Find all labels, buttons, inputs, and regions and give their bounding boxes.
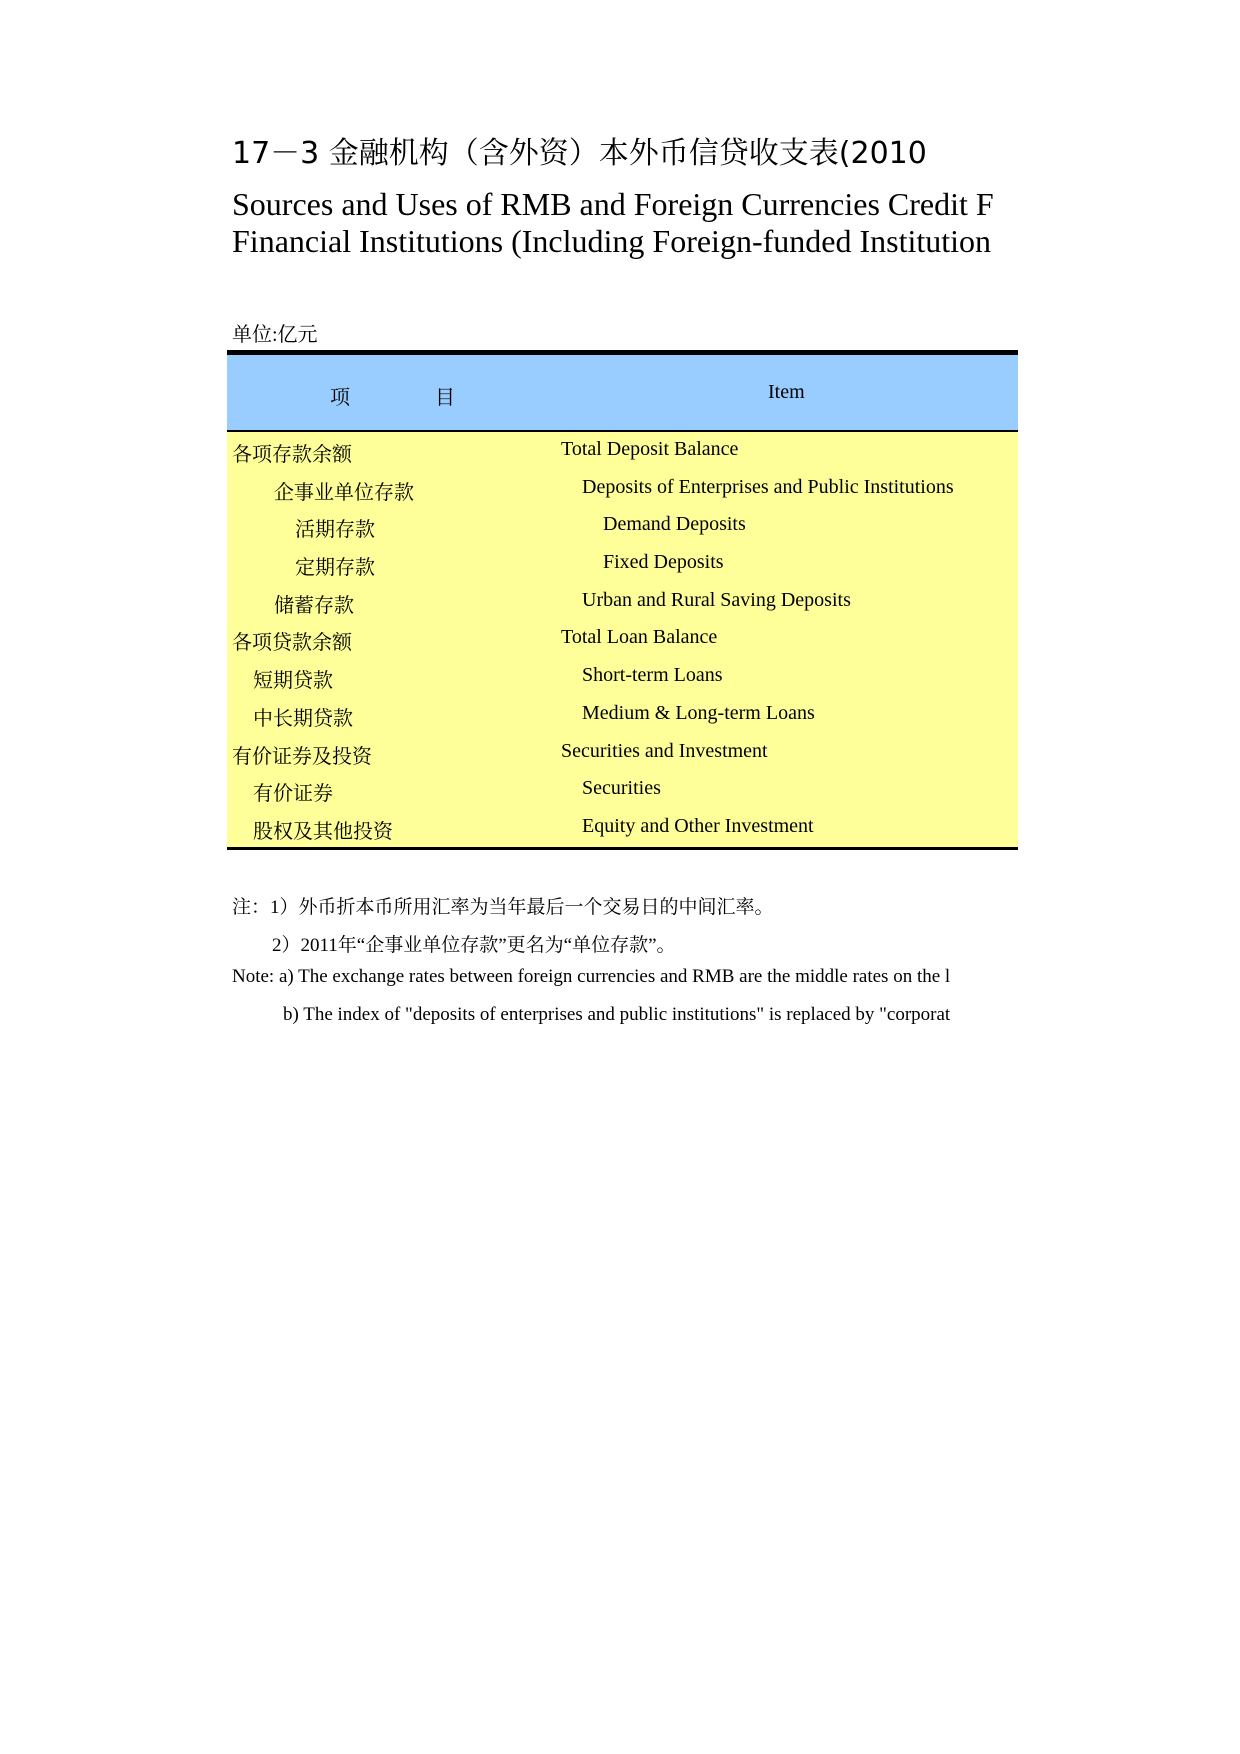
row-en: Urban and Rural Saving Deposits (582, 588, 851, 611)
header-en: Item (768, 381, 805, 403)
note-en-2: b) The index of "deposits of enterprises and public institutions" is replaced by "corporat (283, 1004, 951, 1025)
row-en: Short-term Loans (582, 664, 723, 687)
row-en: Deposits of Enterprises and Public Institutions (582, 475, 954, 498)
row-cn: 定期存款 (295, 557, 375, 580)
row-en: Demand Deposits (603, 513, 746, 536)
row-cn: 股权及其他投资 (253, 820, 393, 843)
table-row (227, 545, 1018, 583)
header-cn-1: 项 (330, 387, 350, 409)
row-cn: 有价证券及投资 (232, 745, 372, 768)
row-cn: 有价证券 (253, 783, 333, 806)
table-row (227, 771, 1018, 809)
table-row (227, 432, 1018, 470)
row-en: Securities (582, 777, 661, 800)
row-cn: 中长期贷款 (253, 707, 353, 730)
row-en: Total Loan Balance (561, 626, 718, 649)
row-en: Equity and Other Investment (582, 814, 814, 837)
credit-table (227, 350, 1018, 850)
table-row (227, 696, 1018, 734)
table-row (227, 620, 1018, 658)
row-cn: 企事业单位存款 (274, 481, 414, 504)
row-cn: 活期存款 (295, 519, 375, 542)
title-chinese: 17－3 金融机构（含外资）本外币信贷收支表(2010 (232, 136, 927, 171)
note-cn-1: 注：1）外币折本币所用汇率为当年最后一个交易日的中间汇率。 (232, 897, 774, 918)
note-cn-2: 2）2011年“企事业单位存款”更名为“单位存款”。 (272, 935, 676, 956)
unit-label: 单位:亿元 (232, 324, 318, 346)
table-header (227, 355, 1018, 432)
table-row (227, 583, 1018, 621)
table-row (227, 470, 1018, 508)
row-cn: 各项贷款余额 (232, 632, 352, 655)
header-cn-2: 目 (435, 387, 455, 409)
table-row (227, 507, 1018, 545)
row-cn: 储蓄存款 (274, 594, 354, 617)
note-en-1: Note: a) The exchange rates between foreign currencies and RMB are the middle rates on the l (232, 966, 951, 987)
table-row (227, 734, 1018, 772)
table-row (227, 658, 1018, 696)
row-en: Securities and Investment (561, 739, 768, 762)
row-en: Fixed Deposits (603, 551, 724, 574)
row-cn: 短期贷款 (253, 670, 333, 693)
row-en: Total Deposit Balance (561, 438, 739, 460)
title-english-line1: Sources and Uses of RMB and Foreign Currencies Credit F (232, 186, 994, 222)
table-row (227, 809, 1018, 847)
row-en: Medium & Long-term Loans (582, 701, 815, 724)
row-cn: 各项存款余额 (232, 444, 352, 466)
title-english-line2: Financial Institutions (Including Foreign-funded Institution (232, 223, 992, 259)
